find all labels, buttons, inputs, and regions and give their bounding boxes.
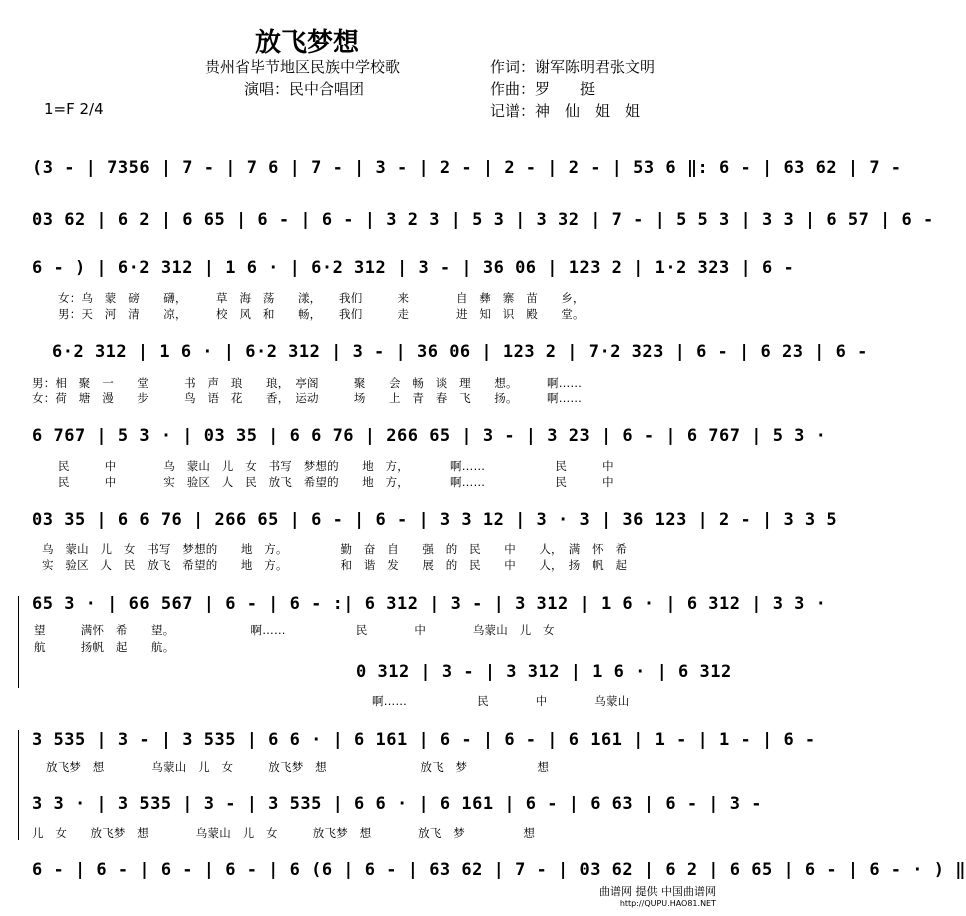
transcriber-credit: 记谱：神 仙 姐 姐 — [490, 102, 641, 120]
score-row-6 — [28, 510, 838, 538]
score-row-5 — [28, 426, 827, 454]
system-brace — [18, 730, 19, 840]
lyric-line: 航 扬帆 起 航。 — [34, 640, 175, 654]
lyric-line: 男：相 聚 一 堂 书 声 琅 琅， 亭阁 聚 会 畅 谈 理 想。 啊…… — [32, 376, 583, 390]
lyric-line: 放飞梦 想 乌蒙山 儿 女 放飞梦 想 放飞 梦 想 — [46, 760, 550, 774]
lyric-line: 乌 蒙山 儿 女 书写 梦想的 地 方。 勤 奋 自 强 的 民 中 人， 满 怀 希 — [42, 542, 628, 556]
watermark-text: 曲谱网 提供 中国曲谱网 — [599, 885, 716, 898]
score-row-10 — [28, 794, 762, 822]
score-row-11 — [28, 860, 966, 888]
score-row-1 — [28, 158, 902, 186]
performer-credit: 演唱：民中合唱团 — [244, 80, 365, 98]
score-row-3 — [28, 258, 795, 286]
lyric-line: 女：乌 蒙 磅 礴， 草 海 荡 漾， 我们 来 自 彝 寨 苗 乡， — [58, 291, 585, 305]
score-row-9 — [28, 730, 816, 758]
score-row-7 — [28, 594, 827, 622]
notation-line: 3 535 | 3 - | 3 535 | 6 6 · | 6 161 | 6 - | 6 - | 6 161 | 1 - | 1 - | 6 - — [32, 730, 816, 750]
notation-line: (3 - | 7356 | 7 - | 7 6 | 7 - | 3 - | 2 - | 2 - | 2 - | 53 6 ‖: 6 - | 63 62 | 7 - — [32, 158, 902, 178]
notation-line: 6 767 | 5 3 · | 03 35 | 6 6 76 | 266 65 | 3 - | 3 23 | 6 - | 6 767 | 5 3 · — [32, 426, 827, 446]
lyric-line: 啊…… 民 中 乌蒙山 — [372, 694, 630, 708]
lyricist-credit: 作词：谢军陈明君张文明 — [490, 58, 656, 76]
notation-line: 3 3 · | 3 535 | 3 - | 3 535 | 6 6 · | 6 161 | 6 - | 6 63 | 6 - | 3 - — [32, 794, 762, 814]
watermark-url: http://QUPU.HAO81.NET — [619, 899, 716, 908]
score-row-2 — [28, 210, 934, 238]
lyric-line: 民 中 实 验区 人 民 放飞 希望的 地 方， 啊…… 民 中 — [58, 475, 614, 489]
notation-line: 0 312 | 3 - | 3 312 | 1 6 · | 6 312 — [356, 662, 732, 682]
notation-line: 6 - ) | 6·2 312 | 1 6 · | 6·2 312 | 3 - | 36 06 | 123 2 | 1·2 323 | 6 - — [32, 258, 795, 278]
song-title: 放飞梦想 — [255, 28, 360, 58]
composer-credit: 作曲：罗 挺 — [490, 80, 596, 98]
key-time-signature: 1=F 2/4 — [44, 100, 104, 118]
lyric-line: 男：天 河 清 凉， 校 风 和 畅， 我们 走 进 知 识 殿 堂。 — [58, 307, 585, 321]
notation-line: 03 62 | 6 2 | 6 65 | 6 - | 6 - | 3 2 3 | 5 3 | 3 32 | 7 - | 5 5 3 | 3 3 | 6 57 | 6 - — [32, 210, 934, 230]
score-row-4 — [28, 342, 868, 370]
notation-line: 6·2 312 | 1 6 · | 6·2 312 | 3 - | 36 06 | 123 2 | 7·2 323 | 6 - | 6 23 | 6 - — [52, 342, 868, 362]
lyric-line: 民 中 乌 蒙山 儿 女 书写 梦想的 地 方， 啊…… 民 中 — [58, 459, 614, 473]
notation-line: 65 3 · | 66 567 | 6 - | 6 - :| 6 312 | 3 - | 3 312 | 1 6 · | 6 312 | 3 3 · — [32, 594, 827, 614]
lyric-line: 女：荷 塘 漫 步 鸟 语 花 香， 运动 场 上 青 春 飞 扬。 啊…… — [32, 391, 583, 405]
score-row-8 — [28, 662, 732, 690]
site-watermark — [599, 886, 716, 910]
lyric-line: 望 满怀 希 望。 啊…… 民 中 乌蒙山 儿 女 — [34, 623, 555, 637]
lyric-line: 儿 女 放飞梦 想 乌蒙山 儿 女 放飞梦 想 放飞 梦 想 — [32, 826, 536, 840]
song-subtitle: 贵州省毕节地区民族中学校歌 — [205, 58, 401, 76]
notation-line: 03 35 | 6 6 76 | 266 65 | 6 - | 6 - | 3 3 12 | 3 · 3 | 36 123 | 2 - | 3 3 5 — [32, 510, 838, 530]
system-brace — [18, 596, 19, 688]
notation-line: 6 - | 6 - | 6 - | 6 - | 6 (6 | 6 - | 63 62 | 7 - | 03 62 | 6 2 | 6 65 | 6 - | 6 - · ) ‖ — [32, 860, 966, 880]
lyric-line: 实 验区 人 民 放飞 希望的 地 方。 和 谐 发 展 的 民 中 人， 扬 帆 起 — [42, 558, 628, 572]
